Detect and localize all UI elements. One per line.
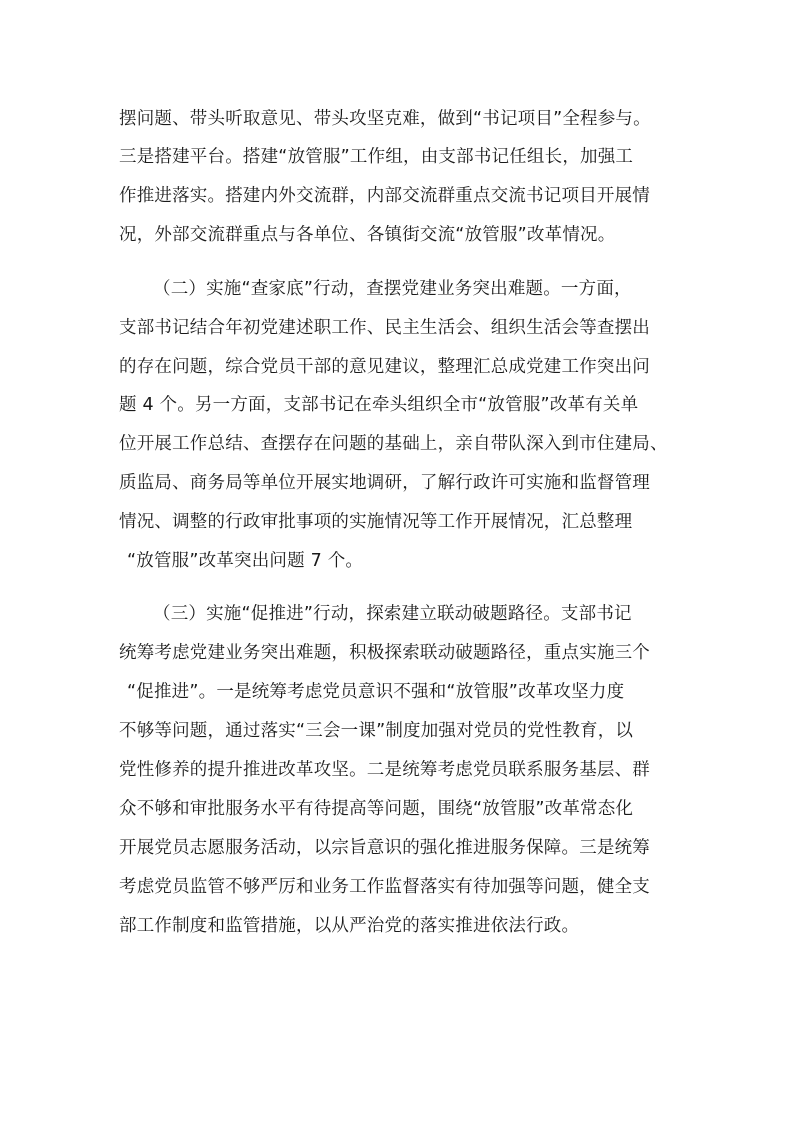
section-heading-line: （二）实施“查家底”行动，查摆党建业务突出难题。一方面， (153, 279, 632, 299)
text-line: 众不够和审批服务水平有待提高等问题，围绕“放管服”改革常态化 (119, 799, 634, 819)
text-line: 题 4 个。另一方面，支部书记在牵头组织全市“放管服”改革有关单 (119, 395, 639, 415)
text-line: 党性修养的提升推进改革攻坚。二是统筹考虑党员联系服务基层、群 (119, 760, 650, 780)
text-line: 质监局、商务局等单位开展实地调研，了解行政许可实施和监督管理 (119, 473, 650, 493)
text-line: “促推进”。一是统筹考虑党员意识不强和“放管服”改革攻坚力度 (127, 682, 625, 702)
text-line: 支部书记结合年初党建述职工作、民主生活会、组织生活会等查摆出 (119, 318, 650, 338)
text-line: 况，外部交流群重点与各单位、各镇街交流“放管服”改革情况。 (119, 225, 616, 245)
text-line: 考虑党员监管不够严厉和业务工作监督落实有待加强等问题，健全支 (119, 877, 650, 897)
text-line: 情况、调整的行政审批事项的实施情况等工作开展情况，汇总整理 (119, 512, 633, 532)
text-line: 三是搭建平台。搭建“放管服”工作组，由支部书记任组长，加强工 (119, 147, 634, 167)
text-line: 开展党员志愿服务活动，以宗旨意识的强化推进服务保障。三是统筹 (119, 838, 650, 858)
section-heading-line: （三）实施“促推进”行动，探索建立联动破题路径。支部书记 (153, 604, 632, 624)
text-line: 位开展工作总结、查摆存在问题的基础上，亲自带队深入到市住建局、 (119, 434, 668, 454)
text-line: “放管服”改革突出问题 7 个。 (127, 551, 364, 571)
text-line: 统筹考虑党建业务突出难题，积极探索联动破题路径，重点实施三个 (119, 643, 650, 663)
text-line: 部工作制度和监管措施，以从严治党的落实推进依法行政。 (119, 916, 580, 936)
text-line: 不够等问题，通过落实“三会一课”制度加强对党员的党性教育，以 (119, 721, 634, 741)
text-line: 作推进落实。搭建内外交流群，内部交流群重点交流书记项目开展情 (119, 186, 650, 206)
text-line: 的存在问题，综合党员干部的意见建议，整理汇总成党建工作突出问 (119, 357, 650, 377)
text-line: 摆问题、带头听取意见、带头攻坚克难，做到“书记项目”全程参与。 (119, 109, 651, 129)
